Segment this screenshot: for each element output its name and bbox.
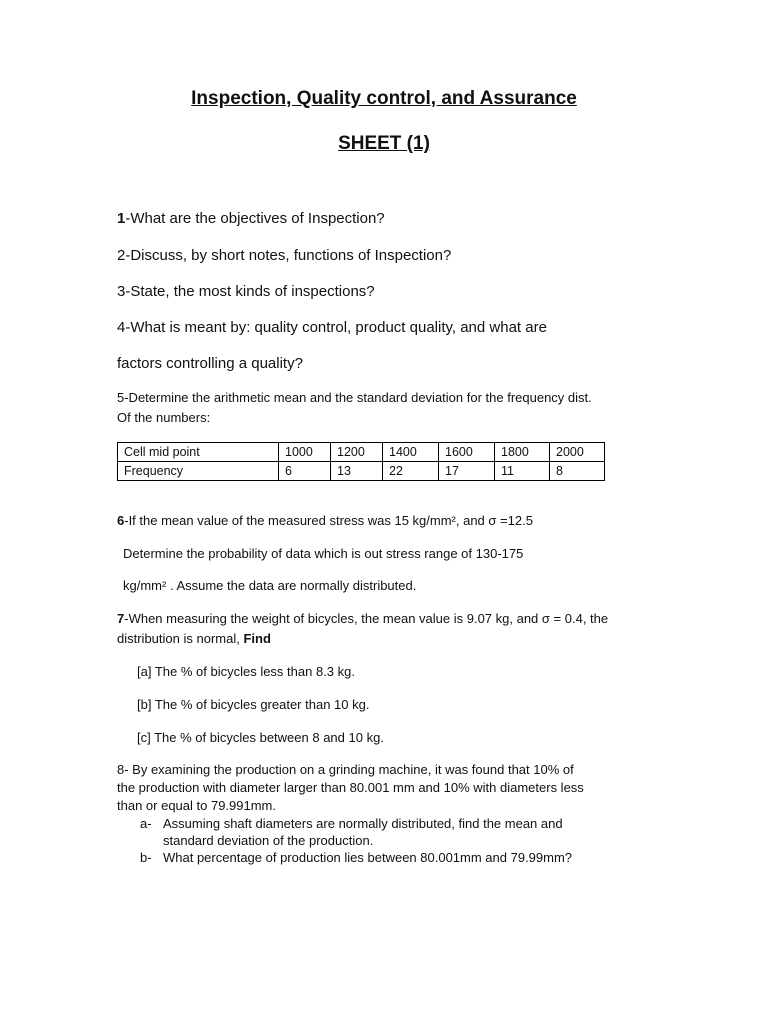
question-8-item-a-line-2: standard deviation of the production.	[163, 833, 374, 848]
table-cell: 2000	[550, 443, 605, 462]
question-8-line-3: than or equal to 79.991mm.	[117, 798, 276, 813]
question-6-text: -If the mean value of the measured stress was 15 kg/mm², and σ =12.5	[124, 513, 533, 528]
question-6-number: 6	[117, 513, 125, 528]
table-cell: Cell mid point	[118, 443, 279, 462]
frequency-table	[117, 442, 605, 481]
table-cell: 11	[495, 462, 550, 481]
table-cell: 6	[279, 462, 331, 481]
question-8-item-b-line-1: What percentage of production lies between 80.001mm and 79.99mm?	[163, 850, 573, 865]
question-6-line-2: Determine the probability of data which is out stress range of 130-175	[123, 546, 524, 561]
table-cell: 17	[439, 462, 495, 481]
question-7-line-2	[117, 631, 271, 646]
table-row	[118, 443, 605, 462]
question-8-line-2: the production with diameter larger than 80.001 mm and 10% with diameters less	[117, 780, 584, 795]
page-title: Inspection, Quality control, and Assurance	[191, 88, 577, 109]
question-6-line-3: kg/mm² . Assume the data are normally distributed.	[123, 578, 417, 593]
question-1-number: 1	[117, 210, 126, 227]
question-8-item-a-line-1: Assuming shaft diameters are normally distributed, find the mean and	[163, 816, 563, 831]
question-5-line-2: Of the numbers:	[117, 410, 211, 425]
table-cell: Frequency	[118, 462, 279, 481]
question-2: 2-Discuss, by short notes, functions of Inspection?	[117, 247, 452, 264]
question-8-line-1: 8- By examining the production on a grinding machine, it was found that 10% of	[117, 762, 574, 777]
table-cell: 13	[331, 462, 383, 481]
table-cell: 1400	[383, 443, 439, 462]
table-cell: 8	[550, 462, 605, 481]
table-cell: 1600	[439, 443, 495, 462]
question-3: 3-State, the most kinds of inspections?	[117, 283, 375, 300]
question-5-line-1: 5-Determine the arithmetic mean and the standard deviation for the frequency dist.	[117, 390, 592, 405]
question-6-line-1	[117, 513, 533, 528]
question-7-item-a: [a] The % of bicycles less than 8.3 kg.	[137, 664, 355, 679]
table-cell: 1800	[495, 443, 550, 462]
sheet-label: SHEET (1)	[338, 133, 430, 154]
question-7-line-1	[117, 611, 608, 626]
table-cell: 22	[383, 462, 439, 481]
question-1	[117, 210, 385, 227]
table-row	[118, 462, 605, 481]
question-7-text-2: distribution is normal,	[117, 631, 244, 646]
question-7-number: 7	[117, 611, 125, 626]
table-cell: 1200	[331, 443, 383, 462]
question-7-item-c: [c] The % of bicycles between 8 and 10 kg.	[137, 730, 384, 745]
question-8-item-a-letter: a-	[140, 816, 152, 831]
question-4-line-2: factors controlling a quality?	[117, 355, 303, 372]
question-7-text: -When measuring the weight of bicycles, the mean value is 9.07 kg, and σ = 0.4, the	[124, 611, 609, 626]
question-1-text: -What are the objectives of Inspection?	[125, 210, 385, 227]
question-4-line-1: 4-What is meant by: quality control, product quality, and what are	[117, 319, 547, 336]
question-7-item-b: [b] The % of bicycles greater than 10 kg.	[137, 697, 370, 712]
question-7-find: Find	[243, 631, 271, 646]
table-cell: 1000	[279, 443, 331, 462]
question-8-item-b-letter: b-	[140, 850, 152, 865]
